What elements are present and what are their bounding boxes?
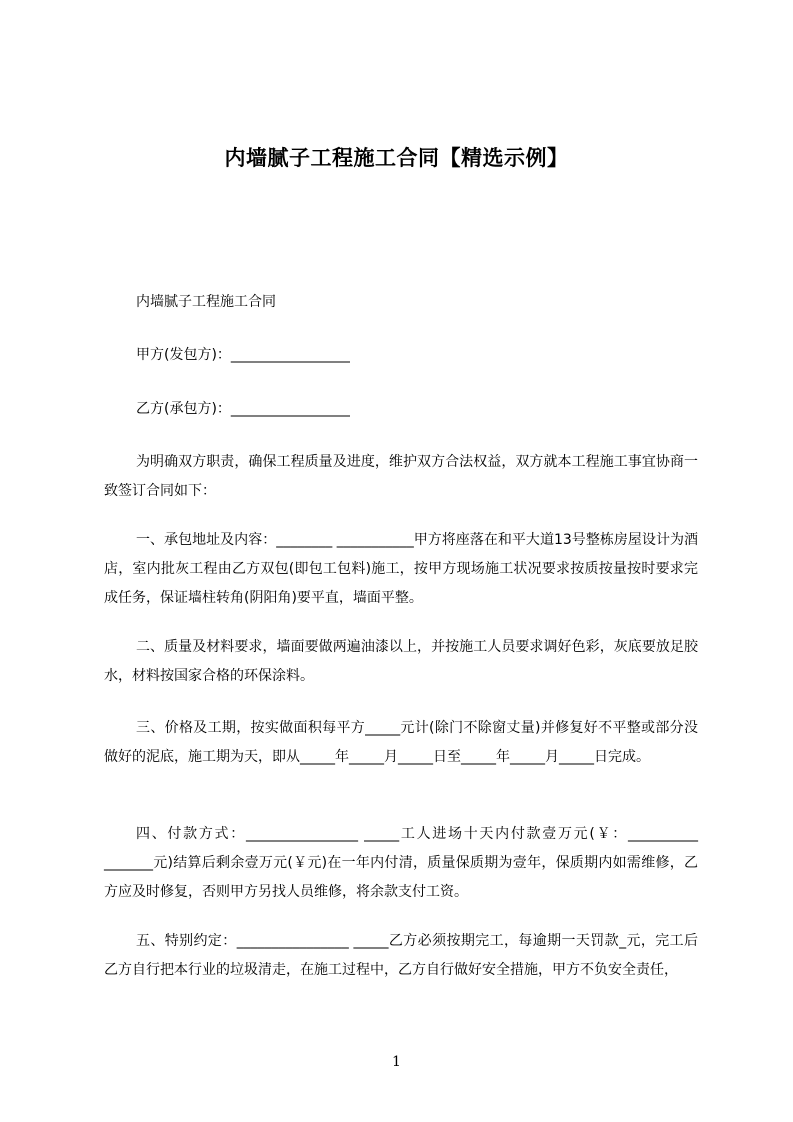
- clause-1-paragraph: 一、承包地址及内容：________ ___________甲方将座落在和平大道13号整栋房屋设计为酒店，室内批灰工程由乙方双包(即包工包料)施工，按甲方现场施工状况要求按质按量按时要求完成任务，保证墙柱转角(阴阳角)要平直，墙面平整。: [104, 532, 698, 606]
- page-number: 1: [392, 1054, 401, 1070]
- contract-subtitle: 内墙腻子工程施工合同: [136, 294, 276, 310]
- party-b-line: 乙方(承包方)：_________________: [136, 401, 350, 417]
- document-title: 内墙腻子工程施工合同【精选示例】: [224, 146, 569, 170]
- intro-paragraph: 为明确双方职责，确保工程质量及进度，维护双方合法权益，双方就本工程施工事宜协商一致签订合同如下：: [104, 454, 698, 499]
- clause-3-paragraph: 三、价格及工期，按实做面积每平方_____元计(除门不除窗丈量)并修复好不平整或部分没做好的泥底，施工期为天，即从_____年_____月_____日至_____年_____月_____日完成。: [104, 720, 698, 765]
- party-a-line: 甲方(发包方)：_________________: [136, 347, 350, 363]
- clause-4-paragraph: 四、付款方式：________________ _____工人进场十天内付款壹万元(￥：__________ _______元)结算后剩余壹万元(￥元)在一年内付清，质量保质期为壹年，保质期内如需维修，乙方应及时修复，否则甲方另找人员维修，将余款支付工资。: [104, 826, 698, 900]
- clause-5-paragraph: 五、特别约定：________________ _____乙方必须按期完工，每逾期一天罚款_元，完工后乙方自行把本行业的垃圾清走，在施工过程中，乙方自行做好安全措施，甲方不负安全责任，: [104, 933, 698, 978]
- clause-2-paragraph: 二、质量及材料要求，墙面要做两遍油漆以上，并按施工人员要求调好色彩，灰底要放足胶水，材料按国家合格的环保涂料。: [104, 639, 698, 684]
